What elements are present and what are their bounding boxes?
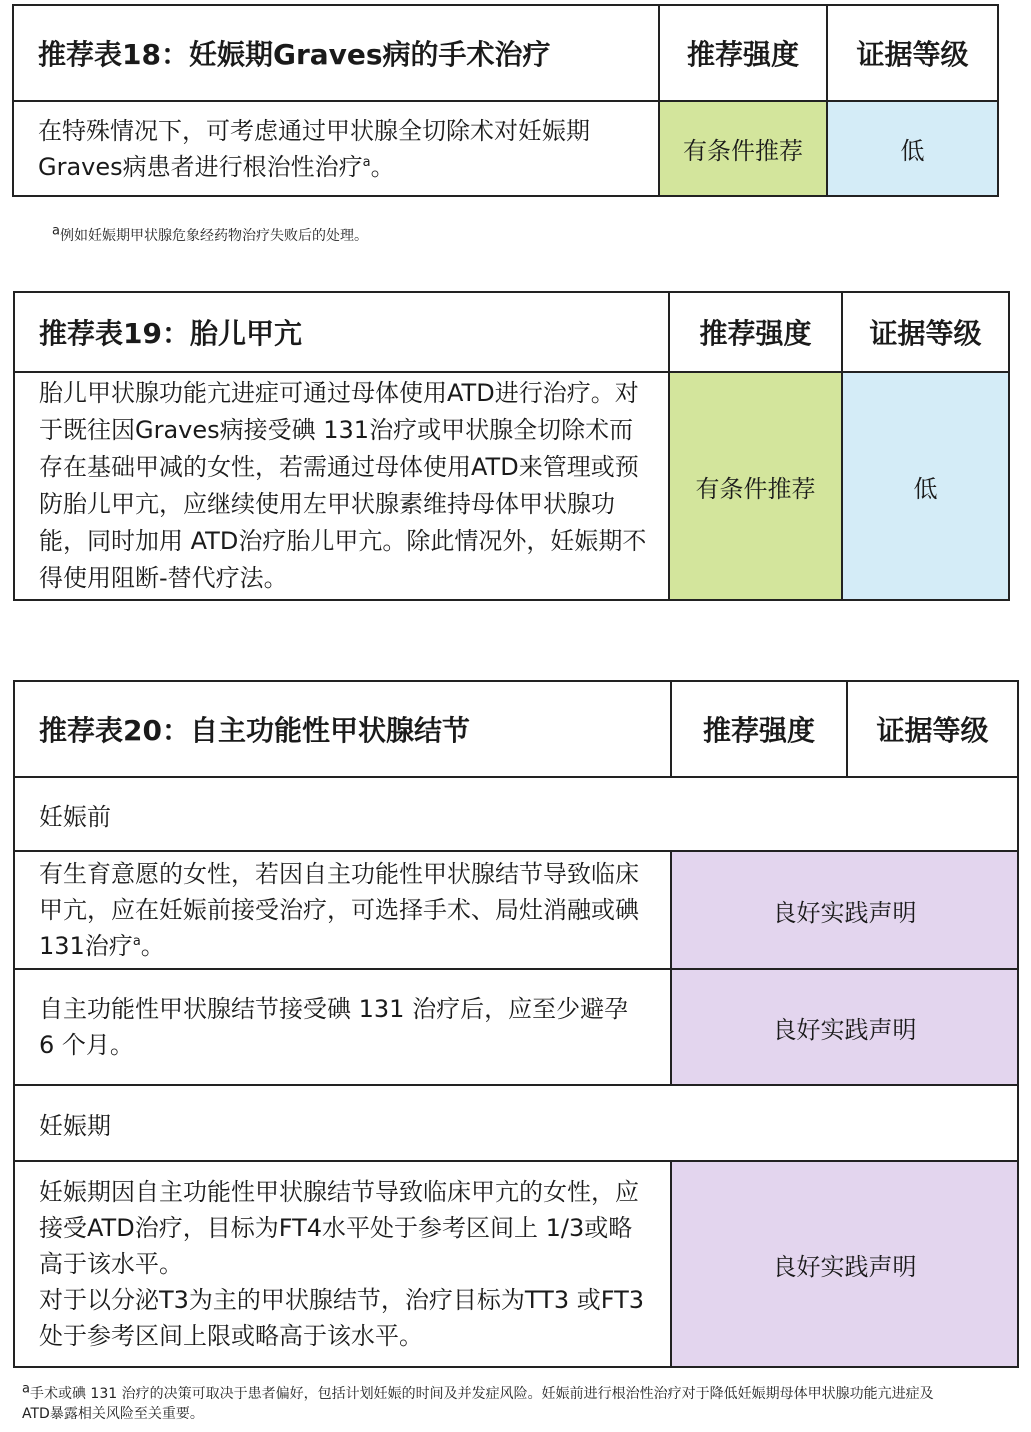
table-20-footnote-text: 手术或碘 131 治疗的决策可取决于患者偏好，包括计划妊娠的时间及并发症风险。妊娠前进行根治性治疗对于降低妊娠期母体甲状腺功能亢进症及ATD暴露相关风险至关重要。: [22, 1386, 934, 1422]
table-19-evidence-value: 低: [842, 372, 1009, 600]
table-18-strength-header: 推荐强度: [659, 5, 827, 101]
footnote-marker: a: [22, 1381, 30, 1397]
table-20-row-1-rating: 良好实践声明: [671, 851, 1018, 969]
table-19-strength-header: 推荐强度: [669, 292, 842, 372]
recommendation-table-18: [12, 4, 999, 197]
table-18-footnote-text: 例如妊娠期甲状腺危象经药物治疗失败后的处理。: [59, 228, 368, 244]
table-20-row-3-para-1: 妊娠期因自主功能性甲状腺结节导致临床甲亢的女性，应接受ATD治疗，目标为FT4水平处于参考区间上 1/3或略高于该水平。: [39, 1178, 639, 1278]
footnote-marker: a: [132, 934, 141, 949]
table-20-row-2-rating: 良好实践声明: [671, 969, 1018, 1085]
table-18-footnote: [52, 223, 992, 246]
recommendation-table-20: [13, 680, 1019, 1368]
table-18-recommendation-text: 在特殊情况下，可考虑通过甲状腺全切除术对妊娠期Graves病患者进行根治性治疗: [38, 116, 590, 181]
table-18-recommendation-end: 。: [370, 152, 395, 181]
table-19-strength-value: 有条件推荐: [669, 372, 842, 600]
footnote-marker: a: [52, 223, 60, 239]
table-20-row-3: [14, 1161, 671, 1367]
table-18-evidence-value: 低: [827, 101, 998, 196]
table-20-title: 推荐表20：自主功能性甲状腺结节: [14, 681, 671, 777]
table-18-title: 推荐表18：妊娠期Graves病的手术治疗: [13, 5, 659, 101]
table-18-recommendation: [13, 101, 659, 196]
table-19-evidence-header: 证据等级: [842, 292, 1009, 372]
table-20-footnote: [22, 1381, 942, 1424]
table-20-evidence-header: 证据等级: [847, 681, 1018, 777]
table-20-strength-header: 推荐强度: [671, 681, 847, 777]
table-19-recommendation: 胎儿甲状腺功能亢进症可通过母体使用ATD进行治疗。对于既往因Graves病接受碘 131治疗或甲状腺全切除术而存在基础甲减的女性，若需通过母体使用ATD来管理或预防胎儿甲亢，应继续使用左甲状腺素维持母体甲状腺功能，同时加用 ATD治疗胎儿甲亢。除此情况外，妊娠期不得使用阻断-替代疗法。: [14, 372, 669, 600]
table-20-row-1: [14, 851, 671, 969]
table-18-strength-value: 有条件推荐: [659, 101, 827, 196]
table-20-row-1-end: 。: [140, 932, 165, 960]
table-19-title: 推荐表19：胎儿甲亢: [14, 292, 669, 372]
table-20-row-3-para-2: 对于以分泌T3为主的甲状腺结节，治疗目标为TT3 或FT3 处于参考区间上限或略高于该水平。: [39, 1286, 645, 1350]
table-20-row-1-text: 有生育意愿的女性，若因自主功能性甲状腺结节导致临床甲亢，应在妊娠前接受治疗，可选择手术、局灶消融或碘 131治疗: [39, 860, 639, 960]
section-pregnancy: 妊娠期: [14, 1085, 1018, 1161]
table-20-row-2: 自主功能性甲状腺结节接受碘 131 治疗后，应至少避孕 6 个月。: [14, 969, 671, 1085]
table-18-evidence-header: 证据等级: [827, 5, 998, 101]
table-20-row-3-rating: 良好实践声明: [671, 1161, 1018, 1367]
footnote-marker: a: [362, 154, 371, 170]
section-pre-pregnancy: 妊娠前: [14, 777, 1018, 851]
recommendation-table-19: [13, 291, 1010, 601]
